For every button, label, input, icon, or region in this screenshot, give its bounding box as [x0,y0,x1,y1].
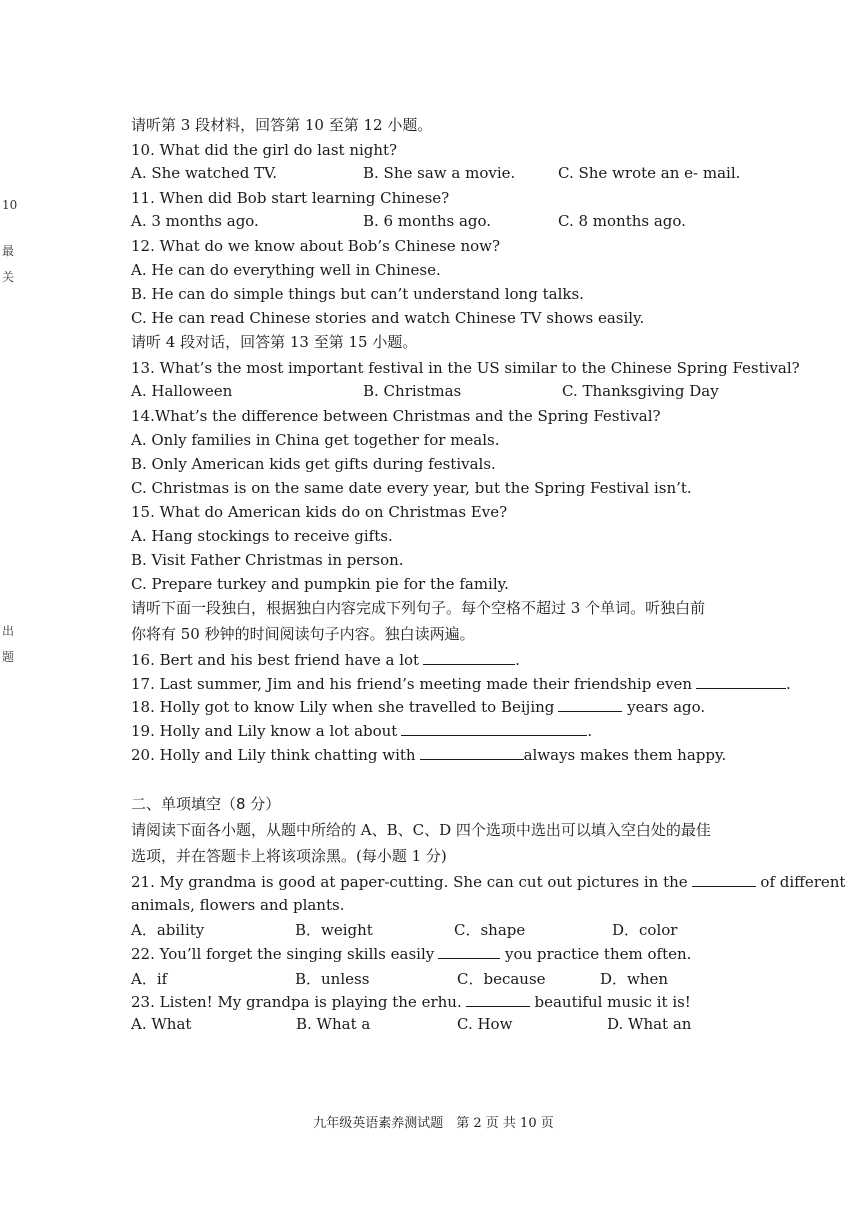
q13-option-a: A. Halloween [131,382,233,400]
q14-option-a: A. Only families in China get together for meals. [131,431,500,449]
question-22 [131,944,691,964]
question-13: 13. What’s the most important festival in the US similar to the Chinese Spring Festival? [131,359,800,377]
q19-tail: . [587,722,593,740]
q23-tail: beautiful music it is! [529,993,691,1011]
question-23 [131,992,691,1012]
q21-text: 21. My grandma is good at paper-cutting. She can cut out pictures in the [131,873,688,891]
q12-option-a: A. He can do everything well in Chinese. [131,261,441,279]
q16-tail: . [515,651,520,669]
answer-blank[interactable] [438,944,500,959]
question-16 [131,650,520,670]
page-footer: 九年级英语素养测试题 第 2 页 共 10 页 [313,1116,554,1131]
question-19 [131,721,592,741]
q21-tail: of different [755,873,846,891]
section3-instruction: 请听第 3 段材料，回答第 10 至第 12 小题。 [131,116,433,134]
q23-option-d: D. What an [607,1015,692,1033]
answer-blank[interactable] [696,674,786,689]
answer-blank[interactable] [420,745,524,760]
q16-text: 16. Bert and his best friend have a lot [131,651,420,669]
question-20 [131,745,726,765]
q11-option-c: C. 8 months ago. [558,212,686,230]
margin-mark: 关 [2,270,15,284]
question-18 [131,697,705,717]
q21-option-b: B．weight [295,921,373,939]
question-10: 10. What did the girl do last night? [131,141,398,159]
q21-option-a: A．ability [131,921,205,939]
answer-blank[interactable] [558,697,622,712]
q22-option-b: B．unless [295,970,370,988]
q18-tail: years ago. [622,698,706,716]
question-12: 12. What do we know about Bob’s Chinese now? [131,237,501,255]
question-11: 11. When did Bob start learning Chinese? [131,189,450,207]
q21-option-c: C．shape [454,921,526,939]
q13-option-b: B. Christmas [363,382,462,400]
section4-instruction: 请听 4 段对话，回答第 13 至第 15 小题。 [131,333,418,351]
part2-heading: 二、单项填空（8 分） [131,795,281,813]
q19-text: 19. Holly and Lily know a lot about [131,722,398,740]
q14-option-c: C. Christmas is on the same date every year, but the Spring Festival isn’t. [131,479,692,497]
monologue-instruction-1: 请听下面一段独白，根据独白内容完成下列句子。每个空格不超过 3 个单词。听独白前 [131,599,706,617]
question-15: 15. What do American kids do on Christmas Eve? [131,503,508,521]
q12-option-b: B. He can do simple things but can’t understand long talks. [131,285,584,303]
q15-option-b: B. Visit Father Christmas in person. [131,551,404,569]
q10-option-b: B. She saw a movie. [363,164,516,182]
answer-blank[interactable] [466,992,530,1007]
margin-mark: 10 [2,198,18,212]
q22-tail: you practice them often. [500,945,692,963]
q17-tail: . [785,675,791,693]
margin-mark: 出 [2,624,15,638]
question-14: 14.What’s the difference between Christmas and the Spring Festival? [131,407,661,425]
question-21 [131,872,845,892]
q22-option-a: A．if [131,970,168,988]
q10-option-a: A. She watched TV. [131,164,278,182]
answer-blank[interactable] [423,650,515,665]
q23-option-b: B. What a [296,1015,371,1033]
q23-option-c: C. How [457,1015,513,1033]
q18-text: 18. Holly got to know Lily when she travelled to Beijing [131,698,555,716]
q11-option-a: A. 3 months ago. [131,212,259,230]
margin-mark: 题 [2,650,15,664]
q23-option-a: A. What [131,1015,192,1033]
q22-text: 22. You’ll forget the singing skills easily [131,945,435,963]
part2-instruction-2: 选项，并在答题卡上将该项涂黑。(每小题 1 分) [131,847,447,865]
margin-mark: 最 [2,244,15,258]
q12-option-c: C. He can read Chinese stories and watch Chinese TV shows easily. [131,309,645,327]
question-17 [131,674,791,694]
q15-option-a: A. Hang stockings to receive gifts. [131,527,393,545]
q21-option-d: D．color [612,921,678,939]
answer-blank[interactable] [692,872,756,887]
q11-option-b: B. 6 months ago. [363,212,492,230]
q20-tail: always makes them happy. [523,746,727,764]
q22-option-c: C．because [457,970,546,988]
q14-option-b: B. Only American kids get gifts during festivals. [131,455,496,473]
q23-text: 23. Listen! My grandpa is playing the erhu. [131,993,462,1011]
q21-line2: animals, flowers and plants. [131,896,345,914]
q20-text: 20. Holly and Lily think chatting with [131,746,416,764]
q15-option-c: C. Prepare turkey and pumpkin pie for the family. [131,575,509,593]
answer-blank[interactable] [401,721,587,736]
q13-option-c: C. Thanksgiving Day [562,382,719,400]
part2-instruction-1: 请阅读下面各小题，从题中所给的 A、B、C、D 四个选项中选出可以填入空白处的最佳 [131,821,711,839]
q10-option-c: C. She wrote an e- mail. [558,164,741,182]
q17-text: 17. Last summer, Jim and his friend’s meeting made their friendship even [131,675,692,693]
q22-option-d: D．when [600,970,669,988]
monologue-instruction-2: 你将有 50 秒钟的时间阅读句子内容。独白读两遍。 [131,625,475,643]
